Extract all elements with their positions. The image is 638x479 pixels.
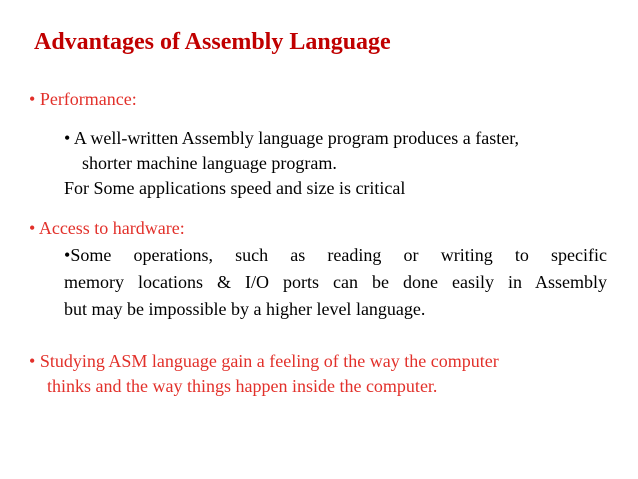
performance-line-1: A well-written Assembly language program produces a faster, [73, 128, 519, 148]
bullet-marker: • [29, 218, 36, 238]
bullet-marker: • [64, 245, 71, 265]
bullet-studying-asm [29, 350, 499, 372]
bullet-marker: • [29, 89, 36, 109]
access-sub-bullet-line-1 [64, 243, 607, 268]
slide-title: Advantages of Assembly Language [34, 29, 391, 55]
performance-line-3: For Some applications speed and size is critical [64, 178, 406, 198]
bullet-marker: • [29, 351, 36, 371]
studying-line-2: thinks and the way things happen inside the computer. [47, 376, 438, 396]
performance-heading: Performance: [39, 89, 137, 109]
access-line-2: memory locations & I/O ports can be done easily in Assembly [64, 272, 607, 292]
performance-sub-bullet-line-1 [64, 127, 519, 149]
bullet-access-to-hardware [29, 218, 185, 239]
access-line-3: but may be impossible by a higher level language. [64, 299, 426, 319]
bullet-marker: • [64, 128, 71, 148]
bullet-performance [29, 89, 137, 110]
access-line-1: Some operations, such as reading or writing to specific [70, 245, 607, 265]
performance-line-2: shorter machine language program. [82, 153, 337, 173]
access-heading: Access to hardware: [38, 218, 185, 238]
studying-line-1: Studying ASM language gain a feeling of the way the computer [39, 351, 499, 371]
